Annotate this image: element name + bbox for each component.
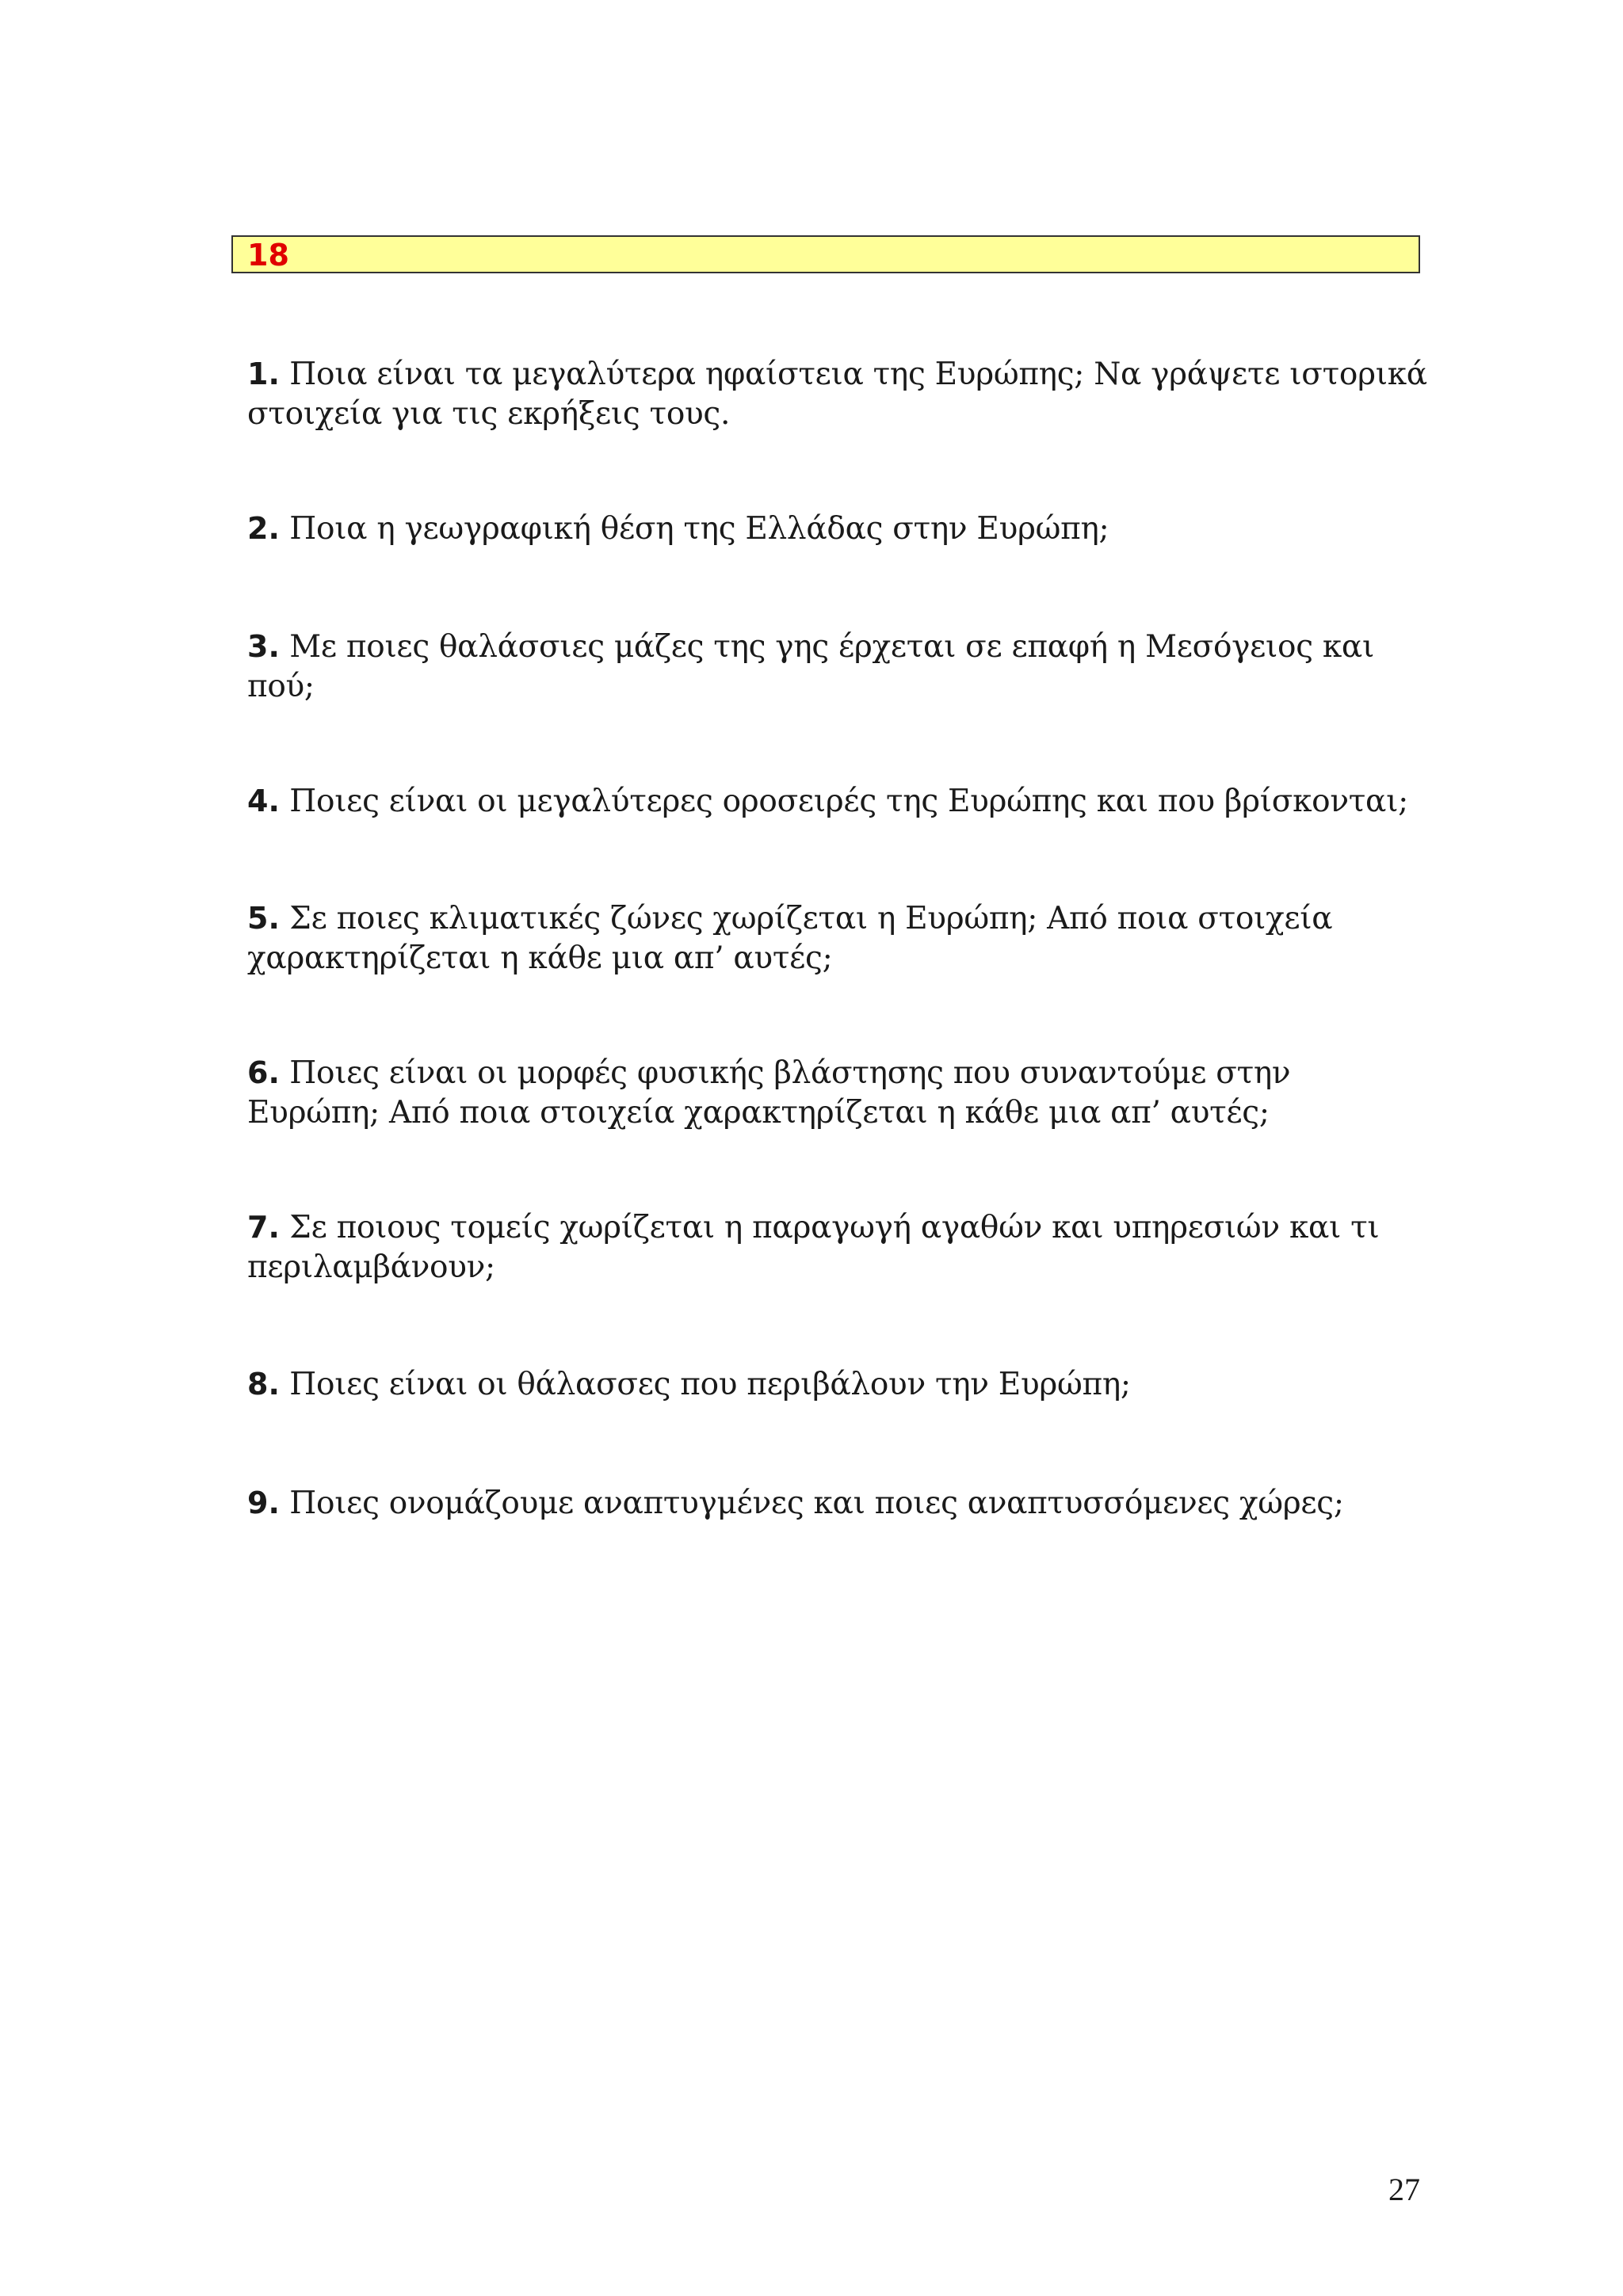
section-number: 18	[247, 238, 289, 273]
question-4	[247, 781, 1428, 822]
question-text: Με ποιες θαλάσσιες μάζες της γης έρχεται σε επαφή η Μεσόγειος και πού;	[247, 629, 1374, 704]
question-text: Ποια είναι τα μεγαλύτερα ηφαίστεια της Ευρώπης; Να γράψετε ιστορικά στοιχεία για τις εκρήξεις τους.	[247, 357, 1427, 432]
question-number: 4.	[247, 784, 280, 818]
question-6	[247, 1053, 1428, 1133]
question-text: Σε ποιες κλιματικές ζώνες χωρίζεται η Ευρώπη; Από ποια στοιχεία χαρακτηρίζεται η κάθε μια απ’ αυτές;	[247, 901, 1333, 976]
section-banner	[231, 235, 1420, 273]
question-8	[247, 1364, 1428, 1405]
question-number: 1.	[247, 357, 280, 391]
question-number: 2.	[247, 511, 280, 546]
question-text: Ποια η γεωγραφική θέση της Ελλάδας στην Ευρώπη;	[289, 511, 1109, 547]
question-number: 5.	[247, 901, 280, 936]
question-text: Σε ποιους τομείς χωρίζεται η παραγωγή αγαθών και υπηρεσιών και τι περιλαμβάνουν;	[247, 1210, 1380, 1285]
question-text: Ποιες είναι οι θάλασσες που περιβάλουν την Ευρώπη;	[289, 1367, 1131, 1402]
question-text: Ποιες είναι οι μεγαλύτερες οροσειρές της Ευρώπης και που βρίσκονται;	[289, 784, 1408, 819]
question-number: 7.	[247, 1210, 280, 1245]
question-9	[247, 1483, 1428, 1524]
question-number: 3.	[247, 629, 280, 664]
question-number: 6.	[247, 1055, 280, 1090]
question-5	[247, 898, 1428, 978]
question-1	[247, 354, 1428, 434]
question-number: 9.	[247, 1486, 280, 1520]
question-2	[247, 509, 1428, 549]
question-number: 8.	[247, 1367, 280, 1402]
question-text: Ποιες είναι οι μορφές φυσικής βλάστησης που συναντούμε στην Ευρώπη; Από ποια στοιχεία χαρακτηρίζεται η κάθε μια απ’ αυτές;	[247, 1055, 1291, 1131]
page-number: 27	[1388, 2172, 1420, 2207]
question-3	[247, 627, 1428, 707]
question-text: Ποιες ονομάζουμε αναπτυγμένες και ποιες αναπτυσσόμενες χώρες;	[289, 1486, 1344, 1521]
question-7	[247, 1207, 1428, 1287]
